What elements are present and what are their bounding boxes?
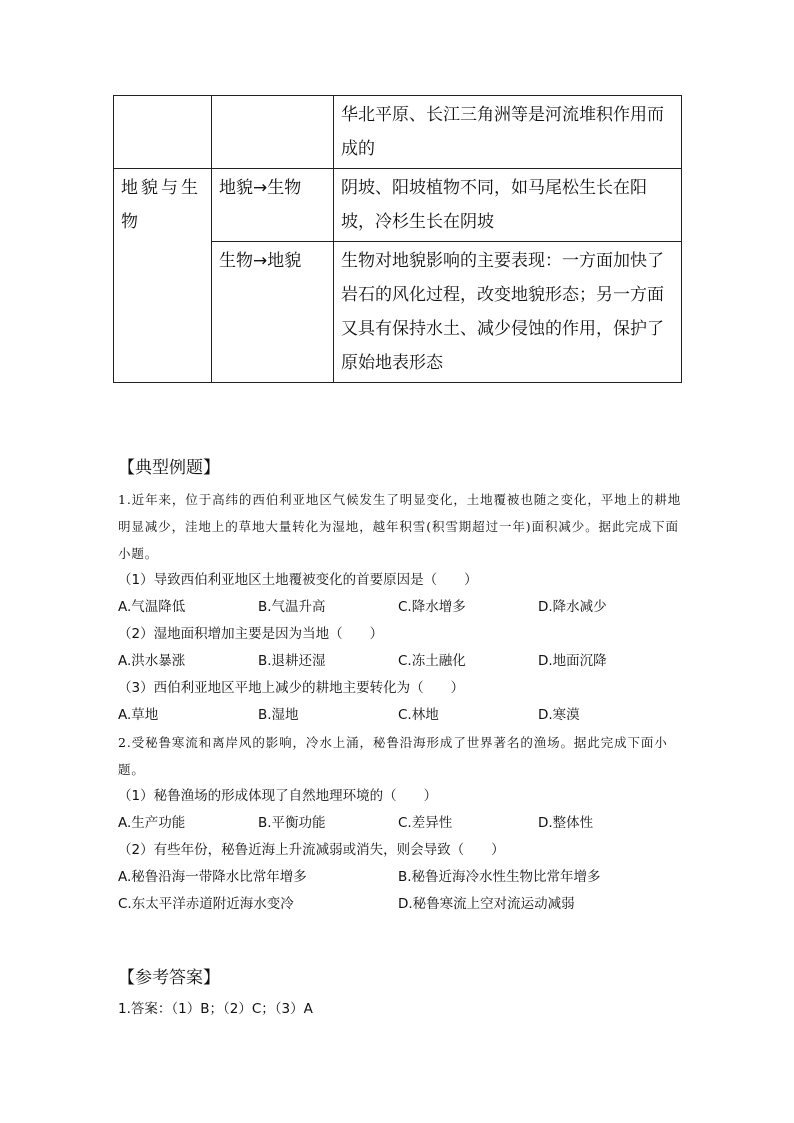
- table-cell-description: 阴坡、阳坡植物不同，如马尾松生长在阳坡，冷杉生长在阴坡: [334, 169, 682, 242]
- option-b: B.平衡功能: [258, 815, 326, 831]
- answers-title: 【参考答案】: [118, 968, 220, 988]
- table-cell-relation: 生物→地貌: [212, 242, 334, 383]
- answers-section: [118, 966, 688, 1023]
- option-d: D.寒漠: [538, 707, 580, 723]
- question-2-sub-2: （2）有些年份，秘鲁近海上升流减弱或消失，则会导致（ ）: [118, 842, 505, 858]
- option-c: C.冻土融化: [398, 653, 466, 669]
- examples-section: [118, 456, 688, 918]
- landform-biology-table: [113, 95, 682, 383]
- option-d: D.地面沉降: [538, 653, 607, 669]
- option-a: A.草地: [118, 707, 159, 723]
- examples-title: 【典型例题】: [118, 458, 220, 478]
- table-row: [114, 169, 682, 242]
- question-1-sub-2-options: [118, 648, 688, 675]
- option-c: C.降水增多: [398, 599, 466, 615]
- option-c: C.东太平洋赤道附近海水变冷: [118, 896, 294, 912]
- option-b: B.气温升高: [258, 599, 326, 615]
- option-d: D.秘鲁寒流上空对流运动减弱: [398, 896, 575, 912]
- table-cell-category: 地貌与生物: [114, 169, 212, 383]
- option-c: C.差异性: [398, 815, 453, 831]
- question-1-sub-3: （3）西伯利亚地区平地上减少的耕地主要转化为（ ）: [118, 680, 465, 696]
- option-a: A.气温降低: [118, 599, 186, 615]
- answer-1: 1.答案：（1）B；（2）C；（3）A: [118, 1001, 313, 1017]
- option-d: D.降水减少: [538, 599, 607, 615]
- option-a: A.生产功能: [118, 815, 186, 831]
- question-1-stem: 1.近年来，位于高纬的西伯利亚地区气候发生了明显变化，土地覆被也随之变化，平地上的耕地明显减少，洼地上的草地大量转化为湿地，越年积雪(积雪期超过一年)面积减少。据此完成下面小题。: [118, 492, 682, 561]
- question-2-sub-1: （1）秘鲁渔场的形成体现了自然地理环境的（ ）: [118, 788, 438, 804]
- table-cell-relation: [212, 96, 334, 169]
- option-d: D.整体性: [538, 815, 594, 831]
- option-b: B.退耕还湿: [258, 653, 326, 669]
- question-1-sub-1-options: [118, 594, 688, 621]
- table-cell-category: [114, 96, 212, 169]
- option-b: B.湿地: [258, 707, 299, 723]
- option-b: B.秘鲁近海冷水性生物比常年增多: [398, 869, 601, 885]
- option-a: A.洪水暴涨: [118, 653, 186, 669]
- question-2-stem: 2.受秘鲁寒流和离岸风的影响，冷水上涌，秘鲁沿海形成了世界著名的渔场。据此完成下面小题。: [118, 735, 668, 777]
- question-2-sub-2-options-cd: [118, 891, 688, 918]
- question-1-sub-3-options: [118, 702, 688, 729]
- table-cell-relation: 地貌→生物: [212, 169, 334, 242]
- table-row: [114, 96, 682, 169]
- table-cell-description: 华北平原、长江三角洲等是河流堆积作用而成的: [334, 96, 682, 169]
- option-c: C.林地: [398, 707, 439, 723]
- question-2-sub-2-options-ab: [118, 864, 688, 891]
- question-2-sub-1-options: [118, 810, 688, 837]
- table-cell-description: 生物对地貌影响的主要表现：一方面加快了岩石的风化过程，改变地貌形态；另一方面又具有保持水土、减少侵蚀的作用，保护了原始地表形态: [334, 242, 682, 383]
- option-a: A.秘鲁沿海一带降水比常年增多: [118, 869, 307, 885]
- question-1-sub-2: （2）湿地面积增加主要是因为当地（ ）: [118, 626, 384, 642]
- question-1-sub-1: （1）导致西伯利亚地区土地覆被变化的首要原因是（ ）: [118, 572, 478, 588]
